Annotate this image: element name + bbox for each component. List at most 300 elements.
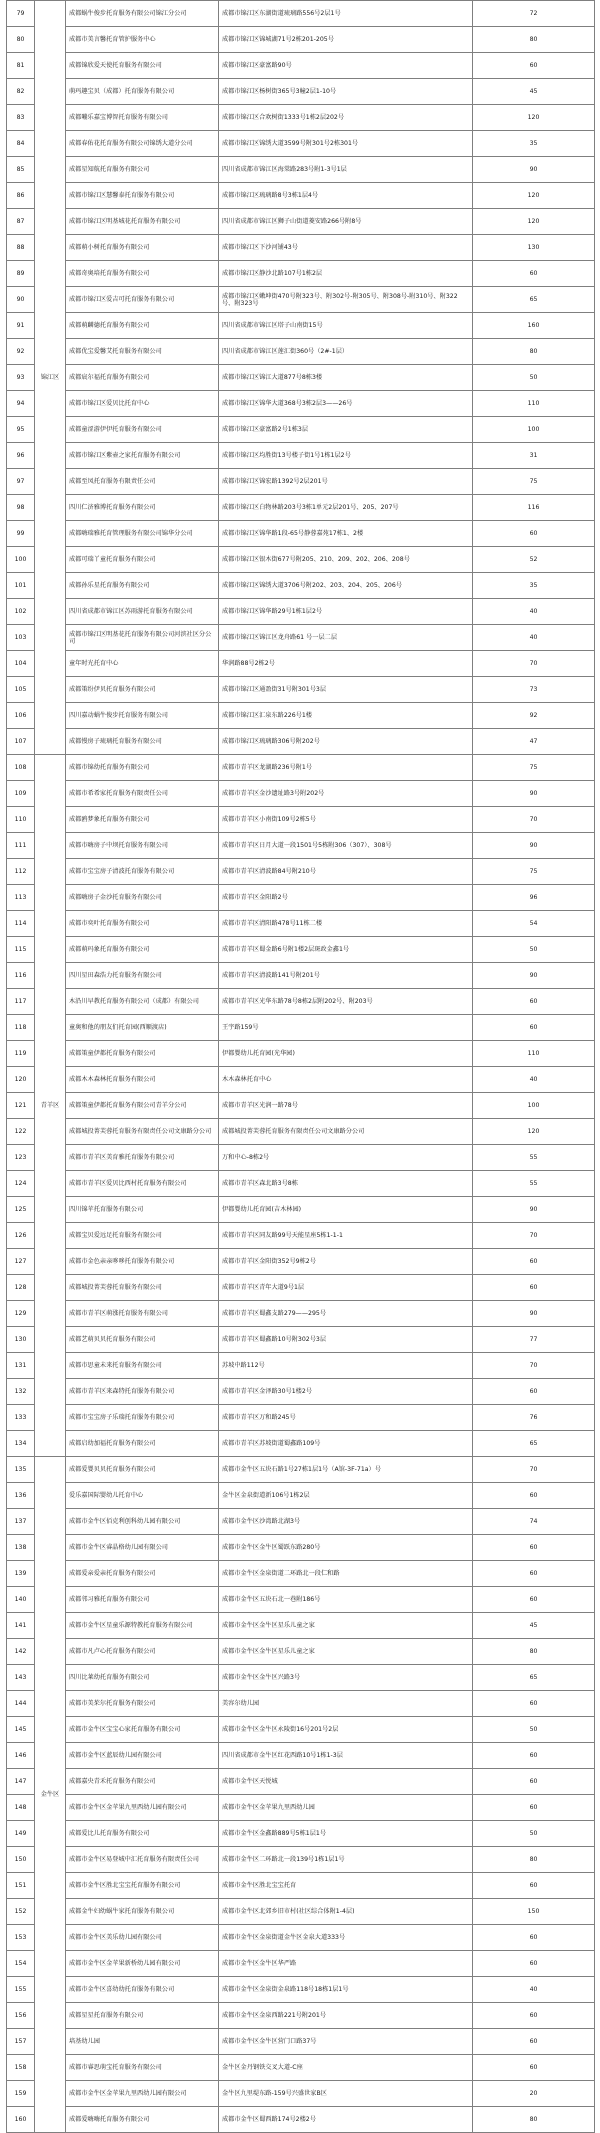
row-number: 123 (7, 1145, 35, 1171)
institution-name: 成都市金牛区佰克利创科幼儿园有限公司 (66, 1509, 219, 1535)
row-number: 96 (7, 443, 35, 469)
row-number: 89 (7, 261, 35, 287)
row-number: 139 (7, 1561, 35, 1587)
row-number: 100 (7, 547, 35, 573)
table-row (7, 1795, 595, 1821)
institution-name: 成都市金牛区睿晶格幼儿园有限公司 (66, 1535, 219, 1561)
row-number: 95 (7, 417, 35, 443)
institution-address: 成都市锦江区锦江区龙舟路61 号一层二层 (219, 625, 473, 651)
capacity-value: 90 (473, 157, 595, 183)
row-number: 112 (7, 859, 35, 885)
institution-name: 成都市青羊区来森特托育服务有限公司 (66, 1379, 219, 1405)
institution-name: 成都嘣乐嘉宝博智托育服务有限公司 (66, 105, 219, 131)
row-number: 120 (7, 1067, 35, 1093)
institution-name: 成都市青羊区爱贝比西村托育服务有限公司 (66, 1171, 219, 1197)
capacity-value: 60 (473, 1249, 595, 1275)
institution-name: 成都市锦江区慧馨泰托育服务有限公司 (66, 183, 219, 209)
institution-name: 成都嗨瑞雅托育管理服务有限公司锦华分公司 (66, 521, 219, 547)
capacity-value: 60 (473, 1275, 595, 1301)
table-row (7, 1093, 595, 1119)
row-number: 157 (7, 2029, 35, 2055)
institution-address: 成都市锦江区嫩坤街470号附323号、附302号-附305号、附308号-附310号、附322号、附323号 (219, 287, 473, 313)
row-number: 81 (7, 53, 35, 79)
capacity-value: 40 (473, 1067, 595, 1093)
institution-address: 四川省成都市金牛区红花西路10号1栋1-3层 (219, 1743, 473, 1769)
row-number: 141 (7, 1613, 35, 1639)
capacity-value: 70 (473, 807, 595, 833)
capacity-value: 75 (473, 755, 595, 781)
institution-address: 四川省成都市锦江区狮子山街道菱安路266号附8号 (219, 209, 473, 235)
row-number: 131 (7, 1353, 35, 1379)
table-row (7, 1197, 595, 1223)
table-row (7, 1769, 595, 1795)
institution-name: 成都市金牛区蓝辰幼儿园有限公司 (66, 1743, 219, 1769)
row-number: 138 (7, 1535, 35, 1561)
capacity-value: 150 (473, 1899, 595, 1925)
capacity-value: 31 (473, 443, 595, 469)
capacity-value: 72 (473, 1, 595, 27)
capacity-value: 47 (473, 729, 595, 755)
table-row (7, 859, 595, 885)
capacity-value: 70 (473, 1457, 595, 1483)
institution-address: 四川省成都市锦江区莲汇街360号（2#-1层） (219, 339, 473, 365)
table-row (7, 79, 595, 105)
institution-name: 成都宸尔福托育服务有限公司 (66, 365, 219, 391)
row-number: 108 (7, 755, 35, 781)
row-number: 147 (7, 1769, 35, 1795)
capacity-value: 60 (473, 1483, 595, 1509)
row-number: 101 (7, 573, 35, 599)
capacity-value: 60 (473, 521, 595, 547)
capacity-value: 45 (473, 1613, 595, 1639)
capacity-value: 54 (473, 911, 595, 937)
capacity-value: 50 (473, 937, 595, 963)
institution-name: 成都锦欣爱天使托育服务有限公司 (66, 53, 219, 79)
row-number: 150 (7, 1847, 35, 1873)
institution-name: 成都萌麟德托育服务有限公司 (66, 313, 219, 339)
table-row (7, 1873, 595, 1899)
table-row (7, 989, 595, 1015)
institution-name: 四川省成都市锦江区苏雨游托育服务有限公司 (66, 599, 219, 625)
row-number: 142 (7, 1639, 35, 1665)
capacity-value: 60 (473, 1769, 595, 1795)
institution-address: 成都市金牛区金泉街道二环路北一段仁和路 (219, 1561, 473, 1587)
institution-address: 成都市金牛区二环路北一段139号1栋1层1号 (219, 1847, 473, 1873)
institution-name: 木沿川早教托育服务有限公司（成都）有限公司 (66, 989, 219, 1015)
institution-address: 成都市金牛区金牛区蜀跃东路280号 (219, 1535, 473, 1561)
row-number: 87 (7, 209, 35, 235)
table-row (7, 729, 595, 755)
institution-name: 成都市金牛区星童乐源特教托育服务有限公司 (66, 1613, 219, 1639)
table-row (7, 1275, 595, 1301)
capacity-value: 80 (473, 2107, 595, 2133)
institution-address: 成都市锦江区银木街677号附205、210、209、202、206、208号 (219, 547, 473, 573)
institution-address: 成都市锦江区锦江大道877号8栋3楼 (219, 365, 473, 391)
institution-address: 成都市锦江区豪富路2号1栋3层 (219, 417, 473, 443)
capacity-value: 60 (473, 1925, 595, 1951)
institution-address: 成都市金牛区金牛区星乐儿童之家 (219, 1613, 473, 1639)
capacity-value: 50 (473, 1717, 595, 1743)
row-number: 80 (7, 27, 35, 53)
table-row (7, 2003, 595, 2029)
row-number: 124 (7, 1171, 35, 1197)
row-number: 143 (7, 1665, 35, 1691)
institution-name: 成都市锦江区爱吉可托育服务有限公司 (66, 287, 219, 313)
institution-address: 成都市金牛区金牛区永陵街16号201号2层 (219, 1717, 473, 1743)
institution-name: 成都市睿思萌宝托育服务有限公司 (66, 2055, 219, 2081)
table-row (7, 1405, 595, 1431)
institution-address: 成都市金牛区五块石北一巷附186号 (219, 1587, 473, 1613)
institution-address: 美容尔幼儿园 (219, 1691, 473, 1717)
capacity-value: 45 (473, 79, 595, 105)
institution-address: 苏坡中路112号 (219, 1353, 473, 1379)
institution-address: 金牛区九里堤东路-159号兴盛世家B区 (219, 2081, 473, 2107)
table-row (7, 911, 595, 937)
institution-name: 成都孙乐星托育服务有限公司 (66, 573, 219, 599)
row-number: 129 (7, 1301, 35, 1327)
row-number: 127 (7, 1249, 35, 1275)
capacity-value: 65 (473, 1665, 595, 1691)
row-number: 126 (7, 1223, 35, 1249)
table-body (7, 1, 595, 2133)
capacity-value: 50 (473, 365, 595, 391)
capacity-value: 65 (473, 1431, 595, 1457)
institution-name: 成都至凤托育服务有限责任公司 (66, 469, 219, 495)
capacity-value: 60 (473, 1535, 595, 1561)
institution-address: 成都市青羊区蜀鑫路10号附302号3层 (219, 1327, 473, 1353)
institution-address: 成都市锦江区琉璃路306号附202号 (219, 729, 473, 755)
institution-address: 成都市金牛区金牛区兴路3号 (219, 1665, 473, 1691)
row-number: 132 (7, 1379, 35, 1405)
capacity-value: 74 (473, 1509, 595, 1535)
table-row (7, 261, 595, 287)
institution-grid (6, 0, 595, 2133)
capacity-value: 60 (473, 2003, 595, 2029)
institution-name: 成都星知航托育服务有限公司 (66, 157, 219, 183)
row-number: 156 (7, 2003, 35, 2029)
institution-name: 成都爱比儿托育服务有限公司 (66, 1821, 219, 1847)
institution-address: 成都市锦江区汇泉东路226号1楼 (219, 703, 473, 729)
institution-name: 成都市金牛区美乐幼儿园有限公司 (66, 1925, 219, 1951)
row-number: 144 (7, 1691, 35, 1717)
row-number: 111 (7, 833, 35, 859)
row-number: 85 (7, 157, 35, 183)
table-row (7, 1327, 595, 1353)
institution-name: 成都策童伊都托育服务有限公司 (66, 1041, 219, 1067)
table-row (7, 1561, 595, 1587)
capacity-value: 90 (473, 781, 595, 807)
table-row (7, 625, 595, 651)
capacity-value: 55 (473, 1171, 595, 1197)
capacity-value: 120 (473, 183, 595, 209)
capacity-value: 160 (473, 313, 595, 339)
row-number: 91 (7, 313, 35, 339)
row-number: 145 (7, 1717, 35, 1743)
institution-address: 成都市青羊区清波路84号附210号 (219, 859, 473, 885)
institution-address: 成都市锦江区琉璃路8号3栋1层4号 (219, 183, 473, 209)
institution-name: 成都市金色亲亲哆哆托育服务有限公司 (66, 1249, 219, 1275)
row-number: 148 (7, 1795, 35, 1821)
institution-address: 万和中心-8栋2号 (219, 1145, 473, 1171)
table-row (7, 677, 595, 703)
table-row (7, 313, 595, 339)
institution-name: 成都可瑞丫童托育服务有限公司 (66, 547, 219, 573)
row-number: 121 (7, 1093, 35, 1119)
district-cell: 金牛区 (35, 1457, 66, 2133)
row-number: 125 (7, 1197, 35, 1223)
row-number: 151 (7, 1873, 35, 1899)
row-number: 152 (7, 1899, 35, 1925)
institution-name: 成都市青羊区美育雅托育服务有限公司 (66, 1145, 219, 1171)
row-number: 79 (7, 1, 35, 27)
row-number: 128 (7, 1275, 35, 1301)
institution-address: 成都市锦江区锦绣大道3599号附301号2栋301号 (219, 131, 473, 157)
row-number: 104 (7, 651, 35, 677)
table-row (7, 937, 595, 963)
institution-address: 伊都婴幼儿托育园(光华园) (219, 1041, 473, 1067)
row-number: 106 (7, 703, 35, 729)
capacity-value: 110 (473, 391, 595, 417)
table-row (7, 209, 595, 235)
institution-name: 成都优宝爱馨艾托育服务有限公司 (66, 339, 219, 365)
institution-address: 成都市金牛区金鑫路889号5栋1层1号 (219, 1821, 473, 1847)
row-number: 117 (7, 989, 35, 1015)
institution-address: 成都市锦江区静沙北路107号1栋2层 (219, 261, 473, 287)
capacity-value: 90 (473, 963, 595, 989)
institution-name: 成都木木森林托育服务有限公司 (66, 1067, 219, 1093)
capacity-value: 60 (473, 1691, 595, 1717)
institution-name: 四川嘉动蜗牛俊步托育服务有限公司 (66, 703, 219, 729)
table-row (7, 807, 595, 833)
institution-name: 成都市美茱尔托育服务有限公司 (66, 1691, 219, 1717)
table-row (7, 417, 595, 443)
institution-name: 成都蜗牛俊步托育服务有限公司锦江分公司 (66, 1, 219, 27)
institution-name: 成都宝贝爱远足托育服务有限公司 (66, 1223, 219, 1249)
district-cell: 青羊区 (35, 755, 66, 1457)
table-row (7, 1821, 595, 1847)
table-row (7, 1977, 595, 2003)
table-row (7, 1067, 595, 1093)
institution-address: 伊都婴幼儿托育园(吉木林园) (219, 1197, 473, 1223)
row-number: 153 (7, 1925, 35, 1951)
table-row (7, 1587, 595, 1613)
table-row (7, 1301, 595, 1327)
table-row (7, 1457, 595, 1483)
institution-address: 成都市锦江区锦宏路1392号2层201号 (219, 469, 473, 495)
table-row (7, 1691, 595, 1717)
table-row (7, 339, 595, 365)
institution-address: 四川省成都市锦江区塔子山南街15号 (219, 313, 473, 339)
row-number: 88 (7, 235, 35, 261)
row-number: 158 (7, 2055, 35, 2081)
institution-name: 成都启幼加福托育服务有限公司 (66, 1431, 219, 1457)
capacity-value: 80 (473, 1847, 595, 1873)
institution-name: 四川比莱幼托育服务有限公司 (66, 1665, 219, 1691)
capacity-value: 90 (473, 1197, 595, 1223)
capacity-value: 60 (473, 261, 595, 287)
institution-address: 金牛区金丹钢铁交叉大道-C座 (219, 2055, 473, 2081)
table-row (7, 1535, 595, 1561)
institution-address: 成都市锦江区白物林路203号3栋1单元2层201号、205、207号 (219, 495, 473, 521)
table-row (7, 183, 595, 209)
table-row (7, 2107, 595, 2133)
institution-table (6, 0, 594, 2133)
row-number: 149 (7, 1821, 35, 1847)
capacity-value: 130 (473, 235, 595, 261)
institution-name: 成都策童伊都托育服务有限公司青羊分公司 (66, 1093, 219, 1119)
capacity-value: 60 (473, 1795, 595, 1821)
institution-name: 培基幼儿园 (66, 2029, 219, 2055)
institution-name: 成都爱婴贝贝托育服务有限公司 (66, 1457, 219, 1483)
table-row (7, 443, 595, 469)
table-row (7, 287, 595, 313)
institution-address: 金牛区金泉街道新106号1栋2层 (219, 1483, 473, 1509)
capacity-value: 60 (473, 1561, 595, 1587)
institution-address: 成都市青羊区万和路245号 (219, 1405, 473, 1431)
institution-address: 木木森林托育中心 (219, 1067, 473, 1093)
table-row (7, 1665, 595, 1691)
institution-name: 成都市宝宝房子清波托育服务有限公司 (66, 859, 219, 885)
table-row (7, 1613, 595, 1639)
capacity-value: 60 (473, 2055, 595, 2081)
institution-address: 成都市青羊区蜀金路6号附1楼2层斑政金鑫1号 (219, 937, 473, 963)
institution-address: 成都市金牛区北郊乡旧市村(社区综合体附1-4层) (219, 1899, 473, 1925)
capacity-value: 40 (473, 599, 595, 625)
table-row (7, 1171, 595, 1197)
row-number: 146 (7, 1743, 35, 1769)
institution-name: 成都嘉央青禾托育服务有限公司 (66, 1769, 219, 1795)
table-row (7, 885, 595, 911)
capacity-value: 65 (473, 287, 595, 313)
capacity-value: 40 (473, 1977, 595, 2003)
institution-address: 成都市锦江区锦城湖71号2栋201-205号 (219, 27, 473, 53)
row-number: 86 (7, 183, 35, 209)
institution-address: 成都城投菁芙蓉托育服务有限责任公司文康路分公司 (219, 1119, 473, 1145)
institution-name: 成都市锦江区明基城花托育服务有限公司 (66, 209, 219, 235)
table-row (7, 1119, 595, 1145)
table-row (7, 1015, 595, 1041)
institution-address: 四川省成都市锦江区海棠路283号附1-3号1层 (219, 157, 473, 183)
capacity-value: 92 (473, 703, 595, 729)
institution-address: 成都市金牛区天悦城 (219, 1769, 473, 1795)
table-row (7, 1249, 595, 1275)
row-number: 116 (7, 963, 35, 989)
row-number: 136 (7, 1483, 35, 1509)
table-row (7, 573, 595, 599)
capacity-value: 35 (473, 573, 595, 599)
institution-name: 成都市锦幼托育服务有限公司 (66, 755, 219, 781)
institution-name: 成都邻习雅托育服务有限公司 (66, 1587, 219, 1613)
institution-address: 成都市锦江区锦华路29号1栋1层2号 (219, 599, 473, 625)
table-row (7, 1379, 595, 1405)
institution-address: 成都市青羊区日月大道一段1501号5栋附306（307）、308号 (219, 833, 473, 859)
institution-name: 成都市思童未来托育服务有限公司 (66, 1353, 219, 1379)
institution-name: 成都城投菁芙蓉托育服务有限公司 (66, 1275, 219, 1301)
institution-name: 成都奇奥培托育服务有限公司 (66, 261, 219, 287)
institution-name: 成都市锦江区明基花托育服务有限公司河滨社区分公司 (66, 625, 219, 651)
table-row (7, 1145, 595, 1171)
district-cell: 锦江区 (35, 1, 66, 755)
capacity-value: 90 (473, 833, 595, 859)
row-number: 115 (7, 937, 35, 963)
institution-name: 成都市宝宝房子乐瑞托育服务有限公司 (66, 1405, 219, 1431)
institution-name: 成都市青羊区萌涨托育服务有限公司 (66, 1301, 219, 1327)
institution-address: 成都市锦江区豪富路90号 (219, 53, 473, 79)
row-number: 133 (7, 1405, 35, 1431)
institution-name: 成都市锦江区爱贝比托育中心 (66, 391, 219, 417)
table-row (7, 2081, 595, 2107)
institution-address: 成都市青羊区龙湖路236号附1号 (219, 755, 473, 781)
institution-name: 成都市金牛区金苹果九里西幼儿园有限公司 (66, 1795, 219, 1821)
capacity-value: 100 (473, 1093, 595, 1119)
institution-address: 成都市青羊区苏坡街道蜀鑫路109号 (219, 1431, 473, 1457)
capacity-value: 75 (473, 469, 595, 495)
institution-address: 成都市青羊区金沙遗址路3号附202号 (219, 781, 473, 807)
capacity-value: 60 (473, 1379, 595, 1405)
institution-name: 成都市金牛区宝宝心家托育服务有限公司 (66, 1717, 219, 1743)
capacity-value: 60 (473, 1951, 595, 1977)
table-row (7, 2055, 595, 2081)
table-row (7, 833, 595, 859)
institution-name: 童年时光托育中心 (66, 651, 219, 677)
institution-address: 成都市青羊区蜀鑫支路279——295号 (219, 1301, 473, 1327)
row-number: 99 (7, 521, 35, 547)
row-number: 110 (7, 807, 35, 833)
institution-address: 成都市金牛区金苹果九里西幼儿园 (219, 1795, 473, 1821)
capacity-value: 80 (473, 27, 595, 53)
table-row (7, 27, 595, 53)
table-row (7, 2029, 595, 2055)
table-row (7, 1847, 595, 1873)
row-number: 84 (7, 131, 35, 157)
table-row (7, 1639, 595, 1665)
table-row (7, 547, 595, 573)
institution-name: 成都金牛妇幼蜗牛家托育服务有限公司 (66, 1899, 219, 1925)
institution-address: 成都市金牛区五块石路1号27栋1层1号（A馆-3F-71a）号 (219, 1457, 473, 1483)
row-number: 122 (7, 1119, 35, 1145)
institution-name: 四川星田森浩力托育服务有限公司 (66, 963, 219, 989)
institution-address: 成都市青羊区金阳街352号9栋2号 (219, 1249, 473, 1275)
institution-name: 爱乐嘉国际婴幼儿托育中心 (66, 1483, 219, 1509)
institution-name: 成都爱亲爱亲托育服务有限公司 (66, 1561, 219, 1587)
capacity-value: 76 (473, 1405, 595, 1431)
table-row (7, 1899, 595, 1925)
institution-name: 四川仁济雅博托育服务有限公司 (66, 495, 219, 521)
institution-name: 成都春佑花托育服务有限公司锦绣大道分公司 (66, 131, 219, 157)
institution-address: 成都市金牛区胜北宝宝托育 (219, 1873, 473, 1899)
institution-name: 成都市金牛区喜幼幼托育服务有限公司 (66, 1977, 219, 2003)
institution-address: 成都市金牛区金牛区星乐儿童之家 (219, 1639, 473, 1665)
institution-address: 成都市金牛区沙湾路北湖3号 (219, 1509, 473, 1535)
institution-address: 成都市锦江区锦绣大道3706号附202、203、204、205、206号 (219, 573, 473, 599)
table-row (7, 495, 595, 521)
row-number: 82 (7, 79, 35, 105)
row-number: 137 (7, 1509, 35, 1535)
institution-address: 成都市金牛区金泉街金泉路118号18栋1层1号 (219, 1977, 473, 2003)
table-row (7, 963, 595, 989)
capacity-value: 52 (473, 547, 595, 573)
institution-address: 成都市金牛区金牛区营门口路37号 (219, 2029, 473, 2055)
institution-address: 成都市锦江区东湖街道琉璃路556号2层1号 (219, 1, 473, 27)
institution-address: 华润路88号2栋2号 (219, 651, 473, 677)
capacity-value: 96 (473, 885, 595, 911)
row-number: 119 (7, 1041, 35, 1067)
institution-address: 成都市青羊区光润一路78号 (219, 1093, 473, 1119)
table-row (7, 1743, 595, 1769)
institution-name: 成都市美言馨托育管护服务中心 (66, 27, 219, 53)
institution-name: 成都市希希家托育服务有限责任公司 (66, 781, 219, 807)
institution-address: 成都市锦江区通盈街31号附301号3层 (219, 677, 473, 703)
